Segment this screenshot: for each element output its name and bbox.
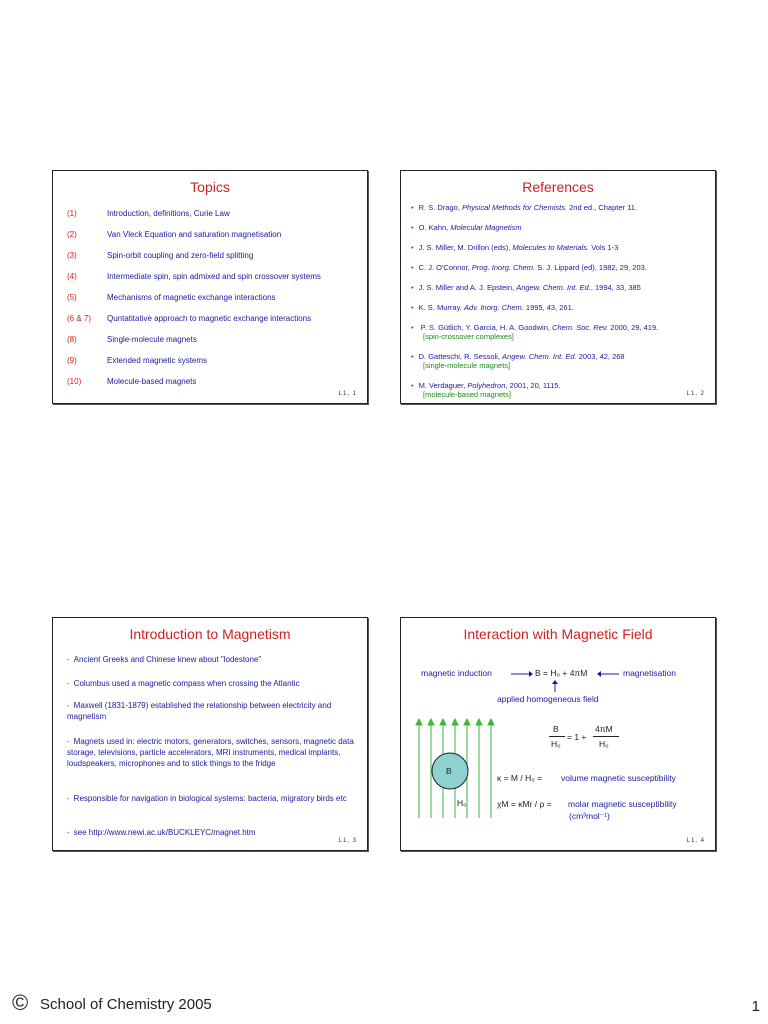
- reference-authors: K. S. Murray,: [418, 303, 464, 312]
- magnetisation-label: magnetisation: [623, 668, 676, 678]
- topic-text: Mechanisms of magnetic exchange interactions: [107, 293, 276, 302]
- bullet-icon: •: [411, 323, 414, 332]
- slide-number: L1, 2: [686, 391, 705, 397]
- copyright-icon: ©: [12, 990, 29, 1015]
- reference-item: [411, 303, 574, 312]
- footer-text: School of Chemistry 2005: [40, 996, 212, 1013]
- circle-label: B: [446, 766, 452, 776]
- slide-introduction: [52, 617, 368, 851]
- reference-authors: C. J. O'Connor,: [418, 263, 472, 272]
- reference-item: [411, 381, 561, 399]
- topic-number: (1): [67, 209, 77, 218]
- dash-icon: -: [67, 701, 70, 710]
- reference-authors: M. Verdaguer,: [418, 381, 468, 390]
- reference-item: [411, 323, 658, 341]
- topic-number: (9): [67, 356, 77, 365]
- induction-equation: B = H₀ + 4πM: [535, 668, 588, 678]
- topic-number: (8): [67, 335, 77, 344]
- reference-source: Angew. Chem. Int. Ed.: [516, 283, 591, 292]
- reference-authors: P. S. Gütlich, Y. Garcia, H. A. Goodwin,: [418, 323, 553, 332]
- fraction-bar: [549, 736, 565, 737]
- slide-title: Interaction with Magnetic Field: [463, 626, 653, 642]
- kappa-description: volume magnetic susceptibility: [561, 773, 676, 783]
- reference-note: [molecule-based magnets]: [423, 390, 511, 399]
- intro-bullet: [67, 700, 359, 722]
- reference-source: Molecules to Materials.: [512, 243, 590, 252]
- reference-details: , 1994, 33, 385: [590, 283, 641, 292]
- applied-field-label: applied homogeneous field: [497, 694, 599, 704]
- reference-note: [single-molecule magnets]: [423, 361, 511, 370]
- topic-number: (5): [67, 293, 77, 302]
- kappa-equation: κ = M / H₀ =: [497, 773, 543, 783]
- topic-number: (4): [67, 272, 77, 281]
- topic-number: (3): [67, 251, 77, 260]
- bullet-icon: •: [411, 223, 414, 232]
- topic-text: Intermediate spin, spin admixed and spin crossover systems: [107, 272, 321, 281]
- bullet-icon: •: [411, 352, 414, 361]
- bullet-icon: •: [411, 243, 414, 252]
- reference-details: , 2001, 20, 1115.: [505, 381, 561, 390]
- reference-details: 2nd ed., Chapter 11.: [567, 203, 637, 212]
- dash-icon: -: [67, 679, 70, 688]
- topic-text: Introduction, definitions, Curie Law: [107, 209, 230, 218]
- dash-icon: -: [67, 655, 70, 664]
- frac-equals: = 1 +: [567, 732, 587, 742]
- reference-details: 2003, 42, 268: [576, 352, 625, 361]
- dash-icon: -: [67, 828, 70, 837]
- topic-text: Quntatitative approach to magnetic exchange interactions: [107, 314, 312, 323]
- reference-authors: J. S. Miller and A. J. Epstein,: [418, 283, 517, 292]
- reference-details: 2000, 29, 419.: [608, 323, 659, 332]
- slide-number: L1, 4: [686, 838, 705, 844]
- topic-text: Single-molecule magnets: [107, 335, 197, 344]
- reference-details: S. J. Lippard (ed), 1982, 29, 203.: [535, 263, 647, 272]
- arrow-up-icon: [551, 680, 559, 692]
- intro-bullet: [67, 678, 359, 689]
- reference-item: [411, 243, 618, 252]
- chi-equation: χM = κMr / ρ =: [497, 799, 552, 809]
- reference-details: 1995, 43, 261.: [523, 303, 574, 312]
- reference-item: [411, 223, 522, 232]
- induction-label: magnetic induction: [421, 668, 492, 678]
- fraction-bar-2: [593, 736, 619, 737]
- reference-item: [411, 283, 641, 292]
- bullet-icon: •: [411, 303, 414, 312]
- slide-interaction: [400, 617, 716, 851]
- intro-bullet: [67, 736, 359, 769]
- h0-label: H₀: [457, 798, 467, 808]
- chi-units: (cm³mol⁻¹): [569, 811, 610, 821]
- slide-topics: [52, 170, 368, 404]
- intro-bullet: [67, 654, 359, 665]
- bullet-icon: •: [411, 381, 414, 390]
- frac-numerator-4pim: 4πM: [595, 724, 613, 734]
- page-number: 1: [751, 998, 760, 1015]
- intro-bullet-text: Columbus used a magnetic compass when crossing the Atlantic: [73, 679, 300, 688]
- bullet-icon: •: [411, 203, 414, 212]
- chi-description: molar magnetic susceptibility: [568, 799, 677, 809]
- arrow-right-icon: [511, 670, 533, 678]
- intro-bullet: [67, 827, 359, 838]
- topic-text: Van Vleck Equation and saturation magnetisation: [107, 230, 282, 239]
- dash-icon: -: [67, 794, 70, 803]
- bullet-icon: •: [411, 263, 414, 272]
- reference-authors: O. Kahn,: [418, 223, 451, 232]
- topic-text: Extended magnetic systems: [107, 356, 208, 365]
- intro-bullet-text: Ancient Greeks and Chinese knew about "lodestone": [73, 655, 262, 664]
- reference-source: Physical Methods for Chemists.: [462, 203, 568, 212]
- reference-note: [spin-crossover complexes]: [423, 332, 514, 341]
- fraction-equation: [549, 724, 629, 756]
- reference-source: Prog. Inorg. Chem.: [471, 263, 536, 272]
- reference-authors: J. S. Miller, M. Drillon (eds),: [418, 243, 513, 252]
- topic-text: Spin-orbit coupling and zero-field splitting: [107, 251, 254, 260]
- topic-number: (6 & 7): [67, 314, 92, 323]
- intro-bullet: [67, 793, 359, 804]
- frac-numerator-b: B: [553, 724, 559, 734]
- dash-icon: -: [67, 737, 70, 746]
- slide-number: L1, 3: [338, 838, 357, 844]
- slide-number: L1, 1: [338, 391, 357, 397]
- reference-source: Angew. Chem. Int. Ed.: [502, 352, 577, 361]
- reference-source: Polyhedron: [467, 381, 506, 390]
- arrow-left-icon: [597, 670, 619, 678]
- reference-source: Chem. Soc. Rev.: [552, 323, 609, 332]
- topic-text: Molecule-based magnets: [107, 377, 197, 386]
- frac-denominator-h0-2: H₀: [599, 739, 609, 749]
- slide-title: Introduction to Magnetism: [129, 626, 291, 642]
- reference-authors: D. Gatteschi, R. Sessoli,: [418, 352, 503, 361]
- reference-item: [411, 203, 637, 212]
- reference-source: Molecular Magnetism: [450, 223, 522, 232]
- frac-denominator-h0: H₀: [551, 739, 561, 749]
- bullet-icon: •: [411, 283, 414, 292]
- slide-title: Topics: [190, 179, 230, 195]
- intro-bullet-text: Maxwell (1831-1879) established the relationship between electricity and magnetism: [67, 701, 332, 721]
- intro-bullet-text: Magnets used in: electric motors, generators, switches, sensors, magnetic data storage, televisions, particle accelerators, MRI instruments, medical implants, loudspeakers, microphones and to stick things to the fridge: [67, 737, 354, 768]
- reference-details: Vols 1-3: [589, 243, 619, 252]
- slide-references: [400, 170, 716, 404]
- reference-authors: R. S. Drago,: [418, 203, 462, 212]
- reference-item: [411, 263, 647, 272]
- intro-bullet-text: Responsible for navigation in biological systems: bacteria, migratory birds etc: [73, 794, 347, 803]
- reference-item: [411, 352, 625, 370]
- topic-number: (2): [67, 230, 77, 239]
- topic-number: (10): [67, 377, 82, 386]
- reference-source: Adv. Inorg. Chem.: [463, 303, 524, 312]
- slide-title: References: [522, 179, 594, 195]
- intro-bullet-text: see http://www.newi.ac.uk/BUCKLEYC/magnet.htm: [73, 828, 256, 837]
